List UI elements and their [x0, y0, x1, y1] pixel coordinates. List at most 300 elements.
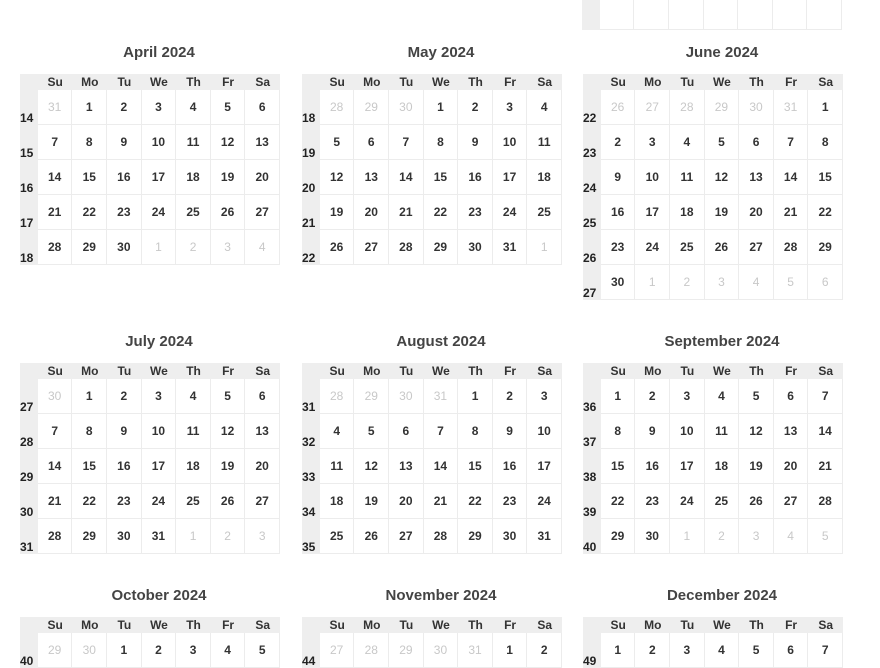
day-cell[interactable]: 21 — [774, 195, 809, 230]
week-number — [582, 0, 600, 30]
day-cell-adjacent-month[interactable] — [773, 0, 808, 30]
day-cell[interactable]: 2 — [107, 379, 142, 414]
day-cell[interactable]: 22 — [72, 484, 107, 519]
day-cell[interactable]: 3 — [527, 379, 562, 414]
day-cell[interactable]: 30 — [107, 519, 142, 554]
day-cell[interactable]: 1 — [493, 633, 528, 668]
day-cell-adjacent-month[interactable]: 29 — [38, 633, 73, 668]
day-cell[interactable]: 25 — [705, 484, 740, 519]
month-grid — [583, 363, 843, 554]
day-cell[interactable]: 3 — [493, 90, 528, 125]
day-cell[interactable]: 12 — [705, 160, 740, 195]
day-cell[interactable]: 25 — [320, 519, 355, 554]
day-cell[interactable]: 4 — [527, 90, 562, 125]
day-cell[interactable]: 27 — [739, 230, 774, 265]
day-cell[interactable]: 12 — [211, 414, 246, 449]
day-cell[interactable]: 25 — [527, 195, 562, 230]
day-cell[interactable]: 5 — [354, 414, 389, 449]
day-cell[interactable]: 20 — [774, 449, 809, 484]
day-cell[interactable]: 5 — [211, 90, 246, 125]
day-cell[interactable]: 10 — [635, 160, 670, 195]
day-cell[interactable]: 26 — [739, 484, 774, 519]
day-cell[interactable]: 11 — [527, 125, 562, 160]
day-cell[interactable]: 5 — [245, 633, 280, 668]
month-title: September 2024 — [664, 333, 780, 350]
day-cell[interactable]: 17 — [493, 160, 528, 195]
day-cell[interactable]: 11 — [705, 414, 740, 449]
weekday-label: Fr — [211, 74, 246, 90]
day-cell-adjacent-month[interactable]: 1 — [176, 519, 211, 554]
weekday-label: Fr — [211, 617, 246, 633]
weekday-label: Fr — [774, 617, 809, 633]
day-cell[interactable]: 23 — [458, 195, 493, 230]
weekday-label: Th — [739, 617, 774, 633]
day-cell[interactable]: 4 — [705, 379, 740, 414]
day-cell[interactable]: 1 — [458, 379, 493, 414]
day-cell[interactable]: 24 — [635, 230, 670, 265]
day-cell[interactable]: 27 — [245, 195, 280, 230]
day-cell-adjacent-month[interactable] — [807, 0, 842, 30]
month-grid — [20, 363, 280, 554]
day-cell[interactable]: 17 — [670, 449, 705, 484]
day-cell[interactable]: 8 — [601, 414, 636, 449]
day-cell[interactable]: 10 — [527, 414, 562, 449]
week-row — [20, 519, 280, 554]
day-cell[interactable]: 7 — [808, 379, 843, 414]
day-cell[interactable]: 6 — [245, 379, 280, 414]
day-cell[interactable]: 5 — [739, 633, 774, 668]
week-number: 29 — [20, 449, 38, 484]
day-cell[interactable]: 16 — [635, 449, 670, 484]
day-cell[interactable]: 25 — [670, 230, 705, 265]
day-cell-adjacent-month[interactable]: 31 — [458, 633, 493, 668]
day-cell[interactable]: 28 — [38, 230, 73, 265]
day-cell-adjacent-month[interactable] — [600, 0, 635, 30]
day-cell[interactable]: 3 — [142, 379, 177, 414]
day-cell[interactable]: 20 — [354, 195, 389, 230]
day-cell-adjacent-month[interactable]: 3 — [705, 265, 740, 300]
day-cell-adjacent-month[interactable]: 1 — [670, 519, 705, 554]
day-cell[interactable]: 29 — [72, 230, 107, 265]
day-cell[interactable]: 9 — [635, 414, 670, 449]
day-cell[interactable]: 3 — [142, 90, 177, 125]
day-cell[interactable]: 24 — [670, 484, 705, 519]
month-title: June 2024 — [685, 44, 759, 61]
week-row — [583, 230, 843, 265]
day-cell[interactable]: 14 — [808, 414, 843, 449]
week-row — [583, 484, 843, 519]
day-cell[interactable]: 2 — [527, 633, 562, 668]
week-row — [20, 484, 280, 519]
day-cell[interactable]: 2 — [635, 379, 670, 414]
day-cell[interactable]: 13 — [245, 125, 280, 160]
day-cell[interactable]: 15 — [808, 160, 843, 195]
day-cell[interactable]: 28 — [424, 519, 459, 554]
day-cell[interactable]: 1 — [107, 633, 142, 668]
day-cell[interactable]: 2 — [635, 633, 670, 668]
day-cell[interactable]: 5 — [739, 379, 774, 414]
day-cell[interactable]: 24 — [142, 195, 177, 230]
day-cell[interactable]: 11 — [176, 414, 211, 449]
day-cell[interactable]: 7 — [424, 414, 459, 449]
day-cell[interactable]: 21 — [38, 484, 73, 519]
day-cell-adjacent-month[interactable]: 31 — [38, 90, 73, 125]
day-cell[interactable]: 9 — [493, 414, 528, 449]
day-cell[interactable]: 25 — [176, 195, 211, 230]
day-cell[interactable]: 8 — [458, 414, 493, 449]
day-cell[interactable]: 18 — [527, 160, 562, 195]
day-cell-adjacent-month[interactable]: 29 — [354, 90, 389, 125]
day-cell[interactable]: 20 — [389, 484, 424, 519]
day-cell-adjacent-month[interactable]: 1 — [635, 265, 670, 300]
day-cell-adjacent-month[interactable] — [669, 0, 704, 30]
weekday-label: Tu — [107, 617, 142, 633]
week-row — [583, 379, 843, 414]
day-cell-adjacent-month[interactable]: 30 — [72, 633, 107, 668]
day-cell-adjacent-month[interactable]: 28 — [320, 90, 355, 125]
day-cell[interactable]: 27 — [245, 484, 280, 519]
day-cell-adjacent-month[interactable]: 30 — [389, 90, 424, 125]
day-cell[interactable]: 29 — [424, 230, 459, 265]
day-cell[interactable]: 4 — [176, 379, 211, 414]
day-cell[interactable]: 30 — [493, 519, 528, 554]
weekday-label: We — [424, 363, 459, 379]
day-cell[interactable]: 22 — [601, 484, 636, 519]
day-cell[interactable]: 8 — [808, 125, 843, 160]
day-cell[interactable]: 25 — [176, 484, 211, 519]
day-cell[interactable]: 22 — [458, 484, 493, 519]
day-cell[interactable]: 3 — [635, 125, 670, 160]
day-cell[interactable]: 23 — [107, 484, 142, 519]
day-cell[interactable]: 17 — [142, 160, 177, 195]
day-cell[interactable]: 1 — [808, 90, 843, 125]
day-cell[interactable]: 6 — [389, 414, 424, 449]
day-cell[interactable]: 13 — [245, 414, 280, 449]
day-cell[interactable]: 17 — [142, 449, 177, 484]
day-cell[interactable]: 4 — [211, 633, 246, 668]
day-cell[interactable]: 18 — [670, 195, 705, 230]
day-cell[interactable]: 14 — [389, 160, 424, 195]
day-cell[interactable]: 22 — [424, 195, 459, 230]
week-number: 19 — [302, 125, 320, 160]
day-cell[interactable]: 17 — [527, 449, 562, 484]
day-cell[interactable]: 14 — [38, 449, 73, 484]
day-cell[interactable]: 31 — [142, 519, 177, 554]
day-cell[interactable]: 4 — [176, 90, 211, 125]
weekday-label: Sa — [808, 363, 843, 379]
day-cell[interactable]: 21 — [389, 195, 424, 230]
day-cell[interactable]: 29 — [72, 519, 107, 554]
weekday-label: Sa — [808, 74, 843, 90]
day-cell[interactable]: 24 — [142, 484, 177, 519]
day-cell[interactable]: 6 — [739, 125, 774, 160]
day-cell[interactable]: 3 — [670, 379, 705, 414]
day-cell[interactable]: 7 — [774, 125, 809, 160]
week-number: 33 — [302, 449, 320, 484]
weekday-label: Th — [458, 74, 493, 90]
weekday-label: Fr — [211, 363, 246, 379]
week-row — [302, 633, 562, 668]
weekday-label: Fr — [493, 363, 528, 379]
day-cell-adjacent-month[interactable]: 1 — [142, 230, 177, 265]
day-cell[interactable]: 2 — [142, 633, 177, 668]
day-cell-adjacent-month[interactable]: 28 — [320, 379, 355, 414]
month-grid — [20, 617, 280, 668]
day-cell[interactable]: 30 — [601, 265, 636, 300]
day-cell-adjacent-month[interactable]: 3 — [739, 519, 774, 554]
weekday-label: Tu — [107, 74, 142, 90]
day-cell[interactable]: 5 — [211, 379, 246, 414]
day-cell-adjacent-month[interactable]: 3 — [211, 230, 246, 265]
day-cell[interactable]: 31 — [527, 519, 562, 554]
day-cell[interactable]: 14 — [774, 160, 809, 195]
day-cell-adjacent-month[interactable]: 30 — [739, 90, 774, 125]
day-cell-adjacent-month[interactable]: 31 — [774, 90, 809, 125]
day-cell[interactable]: 15 — [72, 449, 107, 484]
day-cell[interactable]: 29 — [601, 519, 636, 554]
day-cell-adjacent-month[interactable]: 1 — [527, 230, 562, 265]
day-cell[interactable]: 13 — [739, 160, 774, 195]
day-cell[interactable]: 16 — [107, 160, 142, 195]
week-number-header — [20, 617, 38, 633]
day-cell[interactable]: 30 — [458, 230, 493, 265]
day-cell[interactable]: 31 — [493, 230, 528, 265]
day-cell[interactable]: 2 — [458, 90, 493, 125]
weekday-label: Su — [601, 74, 636, 90]
day-cell[interactable]: 26 — [211, 484, 246, 519]
weekday-label: Th — [739, 74, 774, 90]
day-cell[interactable]: 24 — [527, 484, 562, 519]
day-cell[interactable]: 1 — [72, 90, 107, 125]
day-cell[interactable]: 7 — [38, 125, 73, 160]
day-cell[interactable]: 19 — [211, 160, 246, 195]
day-cell[interactable]: 23 — [601, 230, 636, 265]
day-cell-adjacent-month[interactable]: 4 — [739, 265, 774, 300]
day-cell-adjacent-month[interactable]: 2 — [670, 265, 705, 300]
day-cell[interactable]: 4 — [705, 633, 740, 668]
day-cell[interactable]: 6 — [774, 379, 809, 414]
day-cell-adjacent-month[interactable]: 30 — [38, 379, 73, 414]
day-cell[interactable]: 9 — [458, 125, 493, 160]
week-row — [583, 125, 843, 160]
month-grid — [583, 617, 843, 668]
day-cell[interactable]: 12 — [320, 160, 355, 195]
day-cell[interactable]: 19 — [739, 449, 774, 484]
day-cell[interactable]: 29 — [808, 230, 843, 265]
day-cell[interactable]: 11 — [320, 449, 355, 484]
day-cell[interactable]: 5 — [705, 125, 740, 160]
day-cell[interactable]: 8 — [424, 125, 459, 160]
day-cell[interactable]: 16 — [493, 449, 528, 484]
weekday-label: Fr — [774, 363, 809, 379]
day-cell[interactable]: 27 — [389, 519, 424, 554]
day-cell[interactable]: 22 — [808, 195, 843, 230]
day-cell[interactable]: 6 — [774, 633, 809, 668]
day-cell[interactable]: 15 — [424, 160, 459, 195]
day-cell[interactable]: 2 — [107, 90, 142, 125]
month-grid — [302, 617, 562, 668]
day-cell[interactable]: 30 — [635, 519, 670, 554]
day-cell[interactable]: 20 — [739, 195, 774, 230]
day-cell-adjacent-month[interactable]: 29 — [705, 90, 740, 125]
day-cell[interactable]: 13 — [354, 160, 389, 195]
day-cell-adjacent-month[interactable]: 29 — [354, 379, 389, 414]
day-cell[interactable]: 16 — [458, 160, 493, 195]
day-cell[interactable]: 28 — [774, 230, 809, 265]
day-cell[interactable]: 18 — [176, 449, 211, 484]
day-cell-adjacent-month[interactable] — [704, 0, 739, 30]
week-row — [20, 90, 280, 125]
day-cell[interactable]: 19 — [211, 449, 246, 484]
day-cell-adjacent-month[interactable]: 31 — [424, 379, 459, 414]
day-cell-adjacent-month[interactable]: 28 — [354, 633, 389, 668]
day-cell[interactable]: 23 — [635, 484, 670, 519]
day-cell[interactable]: 10 — [670, 414, 705, 449]
day-cell-adjacent-month[interactable]: 2 — [176, 230, 211, 265]
day-cell[interactable]: 27 — [774, 484, 809, 519]
weekday-label: Mo — [635, 617, 670, 633]
week-number-header — [302, 363, 320, 379]
day-cell[interactable]: 4 — [320, 414, 355, 449]
day-cell[interactable]: 9 — [601, 160, 636, 195]
day-cell[interactable]: 7 — [389, 125, 424, 160]
day-cell[interactable]: 13 — [389, 449, 424, 484]
day-cell-adjacent-month[interactable]: 3 — [245, 519, 280, 554]
day-cell[interactable]: 23 — [107, 195, 142, 230]
weekday-label: Tu — [670, 617, 705, 633]
day-cell[interactable]: 1 — [72, 379, 107, 414]
day-cell[interactable]: 1 — [601, 379, 636, 414]
day-cell[interactable]: 3 — [176, 633, 211, 668]
day-cell[interactable]: 21 — [38, 195, 73, 230]
day-cell[interactable]: 24 — [493, 195, 528, 230]
day-cell[interactable]: 21 — [808, 449, 843, 484]
day-cell[interactable]: 12 — [739, 414, 774, 449]
month-title: November 2024 — [385, 587, 497, 604]
day-cell[interactable]: 15 — [72, 160, 107, 195]
day-cell[interactable]: 28 — [38, 519, 73, 554]
day-cell-adjacent-month[interactable]: 30 — [424, 633, 459, 668]
weekday-label: Mo — [354, 617, 389, 633]
day-cell[interactable]: 8 — [72, 125, 107, 160]
day-cell-adjacent-month[interactable]: 2 — [705, 519, 740, 554]
day-cell[interactable]: 19 — [705, 195, 740, 230]
day-cell[interactable]: 18 — [705, 449, 740, 484]
day-cell[interactable]: 26 — [211, 195, 246, 230]
day-cell-adjacent-month[interactable]: 30 — [389, 379, 424, 414]
weekday-label: Su — [38, 363, 73, 379]
day-cell[interactable]: 20 — [245, 449, 280, 484]
day-cell[interactable]: 11 — [176, 125, 211, 160]
week-row — [583, 265, 843, 300]
weekday-label: Tu — [670, 74, 705, 90]
weekday-label: Su — [601, 617, 636, 633]
day-cell[interactable]: 15 — [458, 449, 493, 484]
week-number: 38 — [583, 449, 601, 484]
weekday-header-row — [20, 363, 280, 379]
day-cell[interactable]: 5 — [320, 125, 355, 160]
day-cell[interactable]: 16 — [107, 449, 142, 484]
weekday-label: Fr — [493, 74, 528, 90]
day-cell-adjacent-month[interactable]: 2 — [211, 519, 246, 554]
day-cell[interactable]: 19 — [354, 484, 389, 519]
day-cell[interactable]: 14 — [424, 449, 459, 484]
weekday-label: Mo — [72, 617, 107, 633]
day-cell[interactable]: 18 — [176, 160, 211, 195]
day-cell[interactable]: 2 — [493, 379, 528, 414]
week-number: 21 — [302, 195, 320, 230]
day-cell[interactable]: 1 — [601, 633, 636, 668]
day-cell[interactable]: 23 — [493, 484, 528, 519]
day-cell[interactable]: 10 — [493, 125, 528, 160]
day-cell-adjacent-month[interactable] — [738, 0, 773, 30]
day-cell[interactable]: 2 — [601, 125, 636, 160]
day-cell[interactable]: 7 — [38, 414, 73, 449]
day-cell-adjacent-month[interactable]: 6 — [808, 265, 843, 300]
day-cell-adjacent-month[interactable]: 26 — [601, 90, 636, 125]
day-cell[interactable]: 30 — [107, 230, 142, 265]
day-cell-adjacent-month[interactable]: 5 — [808, 519, 843, 554]
week-row — [302, 519, 562, 554]
day-cell[interactable]: 11 — [670, 160, 705, 195]
day-cell[interactable]: 9 — [107, 125, 142, 160]
weekday-label: Th — [458, 617, 493, 633]
week-row — [302, 484, 562, 519]
day-cell[interactable]: 12 — [354, 449, 389, 484]
day-cell[interactable]: 12 — [211, 125, 246, 160]
day-cell[interactable]: 27 — [354, 230, 389, 265]
weekday-label: Th — [176, 74, 211, 90]
week-number-header — [583, 74, 601, 90]
day-cell[interactable]: 28 — [389, 230, 424, 265]
day-cell[interactable]: 6 — [245, 90, 280, 125]
day-cell-adjacent-month[interactable]: 5 — [774, 265, 809, 300]
day-cell[interactable]: 10 — [142, 125, 177, 160]
day-cell[interactable]: 20 — [245, 160, 280, 195]
day-cell[interactable]: 16 — [601, 195, 636, 230]
day-cell-adjacent-month[interactable]: 29 — [389, 633, 424, 668]
day-cell[interactable]: 14 — [38, 160, 73, 195]
day-cell[interactable]: 29 — [458, 519, 493, 554]
day-cell[interactable]: 21 — [424, 484, 459, 519]
day-cell[interactable]: 6 — [354, 125, 389, 160]
day-cell[interactable]: 9 — [107, 414, 142, 449]
day-cell-adjacent-month[interactable]: 28 — [670, 90, 705, 125]
day-cell[interactable]: 1 — [424, 90, 459, 125]
day-cell[interactable]: 8 — [72, 414, 107, 449]
day-cell[interactable]: 3 — [670, 633, 705, 668]
day-cell[interactable]: 22 — [72, 195, 107, 230]
day-cell[interactable]: 4 — [670, 125, 705, 160]
day-cell[interactable]: 13 — [774, 414, 809, 449]
day-cell[interactable]: 26 — [320, 230, 355, 265]
day-cell[interactable]: 10 — [142, 414, 177, 449]
day-cell-adjacent-month[interactable]: 4 — [245, 230, 280, 265]
day-cell[interactable]: 26 — [705, 230, 740, 265]
day-cell[interactable]: 17 — [635, 195, 670, 230]
day-cell-adjacent-month[interactable]: 27 — [320, 633, 355, 668]
day-cell-adjacent-month[interactable]: 27 — [635, 90, 670, 125]
day-cell[interactable]: 28 — [808, 484, 843, 519]
day-cell[interactable]: 18 — [320, 484, 355, 519]
day-cell[interactable]: 19 — [320, 195, 355, 230]
day-cell[interactable]: 26 — [354, 519, 389, 554]
month-title: October 2024 — [111, 587, 207, 604]
day-cell-adjacent-month[interactable] — [634, 0, 669, 30]
day-cell-adjacent-month[interactable]: 4 — [774, 519, 809, 554]
day-cell[interactable]: 7 — [808, 633, 843, 668]
day-cell[interactable]: 15 — [601, 449, 636, 484]
